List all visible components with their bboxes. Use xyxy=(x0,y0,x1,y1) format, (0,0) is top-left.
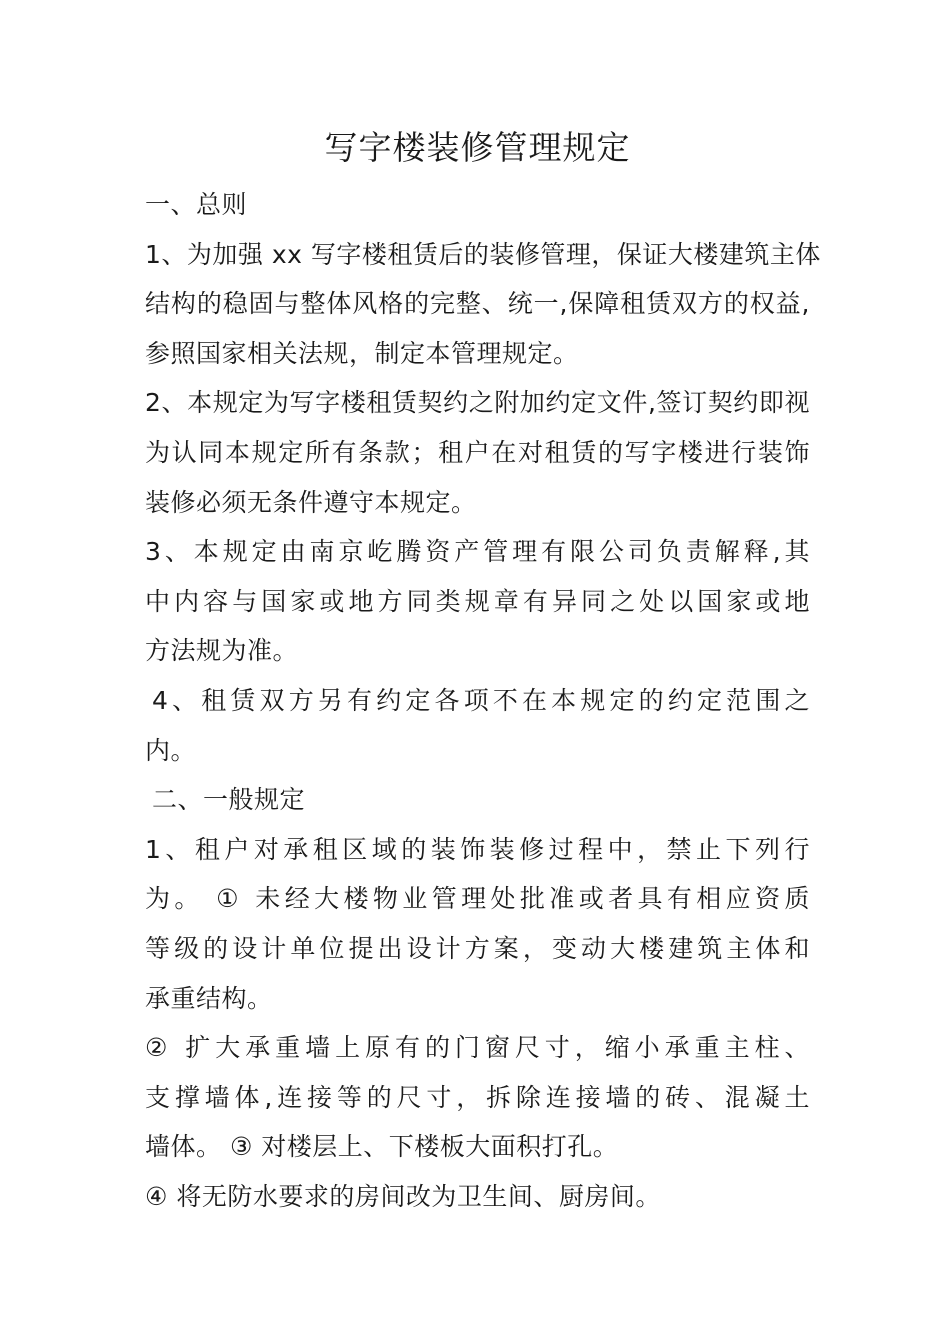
paragraph-line: ④ 将无防水要求的房间改为卫生间、厨房间。 xyxy=(145,1181,661,1211)
paragraph-line: 墙体。 ③ 对楼层上、下楼板大面积打孔。 xyxy=(145,1132,619,1162)
paragraph-line: 1、为加强 xx 写字楼租赁后的装修管理，保证大楼建筑主体 xyxy=(145,239,821,269)
paragraph-line: 支撑墙体,连接等的尺寸，拆除连接墙的砖、混凝土 xyxy=(145,1082,810,1112)
paragraph-line: 中内容与国家或地方同类规章有异同之处以国家或地 xyxy=(145,586,810,616)
paragraph-line: 装修必须无条件遵守本规定。 xyxy=(145,487,477,517)
paragraph-line: 承重结构。 xyxy=(145,983,273,1013)
paragraph-line: ② 扩大承重墙上原有的门窗尺寸，缩小承重主柱、 xyxy=(145,1033,810,1063)
document-title: 写字楼装修管理规定 xyxy=(324,128,631,167)
paragraph-line: 4、租赁双方另有约定各项不在本规定的约定范围之 xyxy=(152,685,810,715)
paragraph-line: 2、本规定为写字楼租赁契约之附加约定文件,签订契约即视 xyxy=(145,388,810,418)
paragraph-line: 1、租户对承租区域的装饰装修过程中，禁止下列行 xyxy=(145,834,810,864)
paragraph-line: 方法规为准。 xyxy=(145,636,299,666)
paragraph-line: 内。 xyxy=(145,735,197,765)
paragraph-line: 等级的设计单位提出设计方案，变动大楼建筑主体和 xyxy=(145,933,810,963)
paragraph-line: 3、本规定由南京屹腾资产管理有限公司负责解释,其 xyxy=(145,537,810,567)
document-page xyxy=(145,118,821,1221)
section-heading: 一、总则 xyxy=(145,190,248,219)
paragraph-line: 结构的稳固与整体风格的完整、统一,保障租赁双方的权益, xyxy=(145,289,810,319)
paragraph-line: 参照国家相关法规，制定本管理规定。 xyxy=(145,338,579,368)
paragraph-line: 为。 ① 未经大楼物业管理处批准或者具有相应资质 xyxy=(145,884,810,914)
paragraph-line: 为认同本规定所有条款；租户在对租赁的写字楼进行装饰 xyxy=(145,437,810,467)
section-heading: 二、一般规定 xyxy=(152,785,306,815)
